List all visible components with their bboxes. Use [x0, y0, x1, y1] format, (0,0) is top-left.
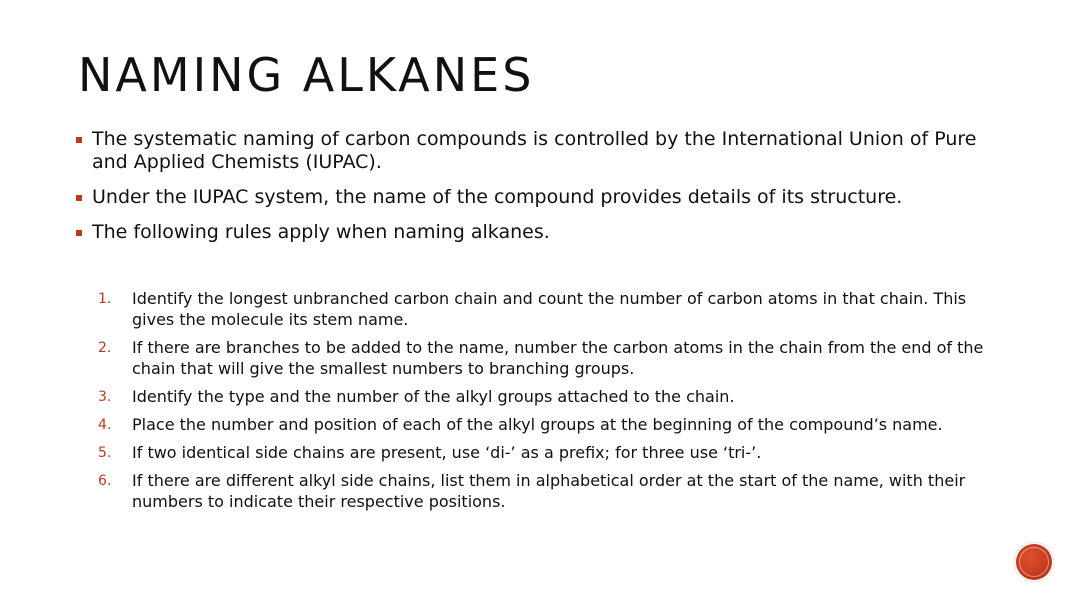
rule-text: Identify the type and the number of the alkyl groups attached to the chain. — [132, 387, 735, 406]
rule-number: 1. — [98, 291, 112, 307]
bullet-item — [75, 221, 995, 244]
rule-item — [98, 288, 988, 330]
rule-text: Identify the longest unbranched carbon chain and count the number of carbon atoms in that chain. This gives the molecule its stem name. — [132, 289, 967, 329]
rule-number: 2. — [98, 340, 112, 356]
rules-list — [98, 288, 988, 519]
rule-number: 3. — [98, 389, 112, 405]
bullet-text: The following rules apply when naming alkanes. — [92, 221, 550, 243]
circle-icon — [1019, 547, 1049, 577]
rule-number: 6. — [98, 473, 112, 489]
rule-item — [98, 386, 988, 407]
rule-text: If there are different alkyl side chains, list them in alphabetical order at the start of the name, with their numbers to indicate their respective positions. — [132, 471, 966, 511]
rule-number: 5. — [98, 445, 112, 461]
rule-item — [98, 414, 988, 435]
rule-item — [98, 470, 988, 512]
rule-text: If there are branches to be added to the name, number the carbon atoms in the chain from the end of the chain that will give the smallest numbers to branching groups. — [132, 338, 984, 378]
rule-text: If two identical side chains are present, use ‘di-’ as a prefix; for three use ‘tri-’. — [132, 443, 762, 462]
rule-item — [98, 442, 988, 463]
bullet-text: The systematic naming of carbon compounds is controlled by the International Union of Pure and Applied Chemists (IUPAC). — [92, 128, 977, 173]
rule-text: Place the number and position of each of the alkyl groups at the beginning of the compound’s name. — [132, 415, 943, 434]
square-bullet-icon — [76, 230, 82, 236]
bullet-list — [75, 128, 995, 246]
slide-nav-button[interactable] — [1014, 542, 1054, 582]
square-bullet-icon — [76, 137, 82, 143]
rule-item — [98, 337, 988, 379]
square-bullet-icon — [76, 195, 82, 201]
rule-number: 4. — [98, 417, 112, 433]
slide-title: NAMING ALKANES — [78, 48, 535, 102]
bullet-text: Under the IUPAC system, the name of the compound provides details of its structure. — [92, 186, 903, 208]
bullet-item — [75, 186, 995, 209]
bullet-item — [75, 128, 995, 174]
